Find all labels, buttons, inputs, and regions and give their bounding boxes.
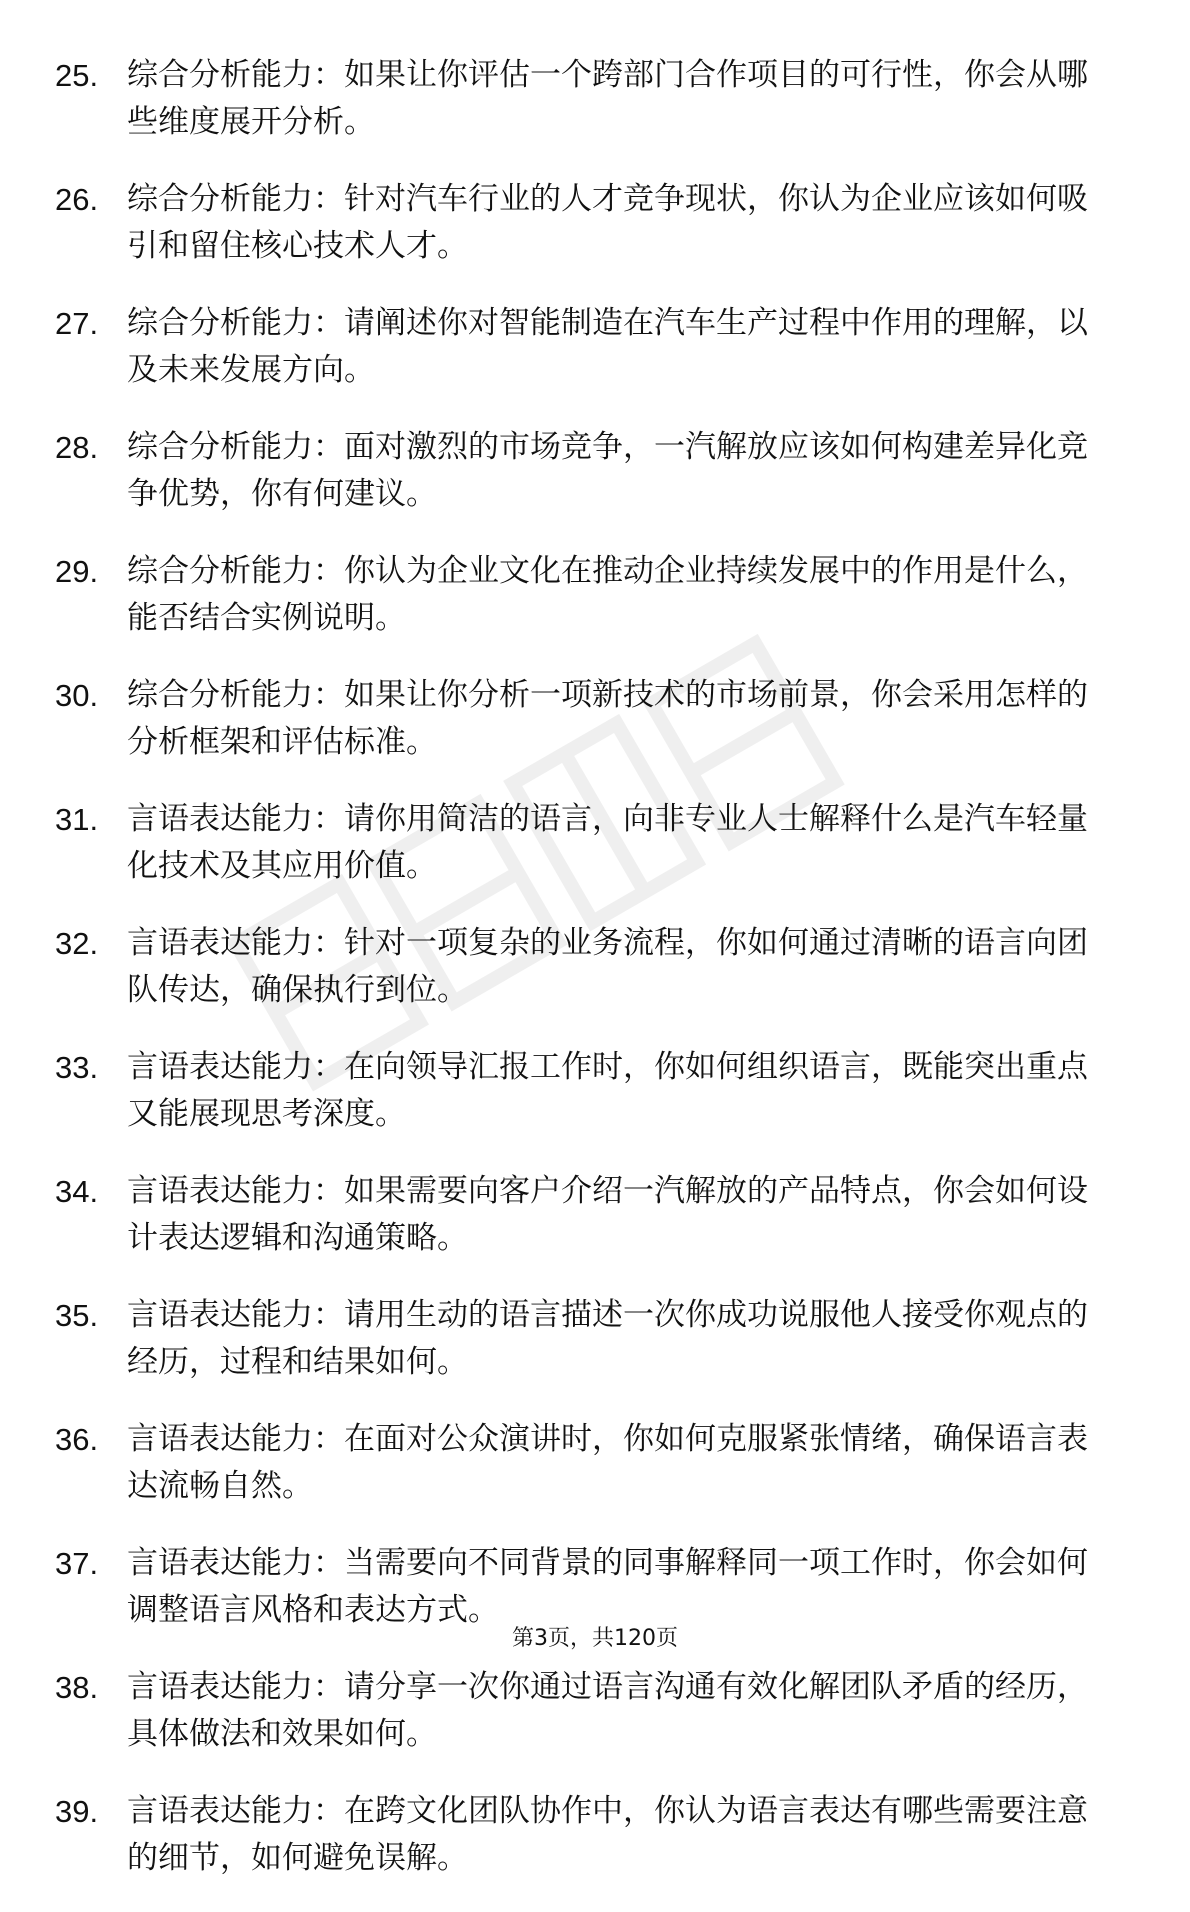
question-item xyxy=(55,1788,1115,1882)
question-number: 35. xyxy=(55,1298,99,1333)
question-text: 言语表达能力：当需要向不同背景的同事解释同一项工作时，你会如何调整语言风格和表达方式。 xyxy=(127,1545,1088,1628)
question-number: 37. xyxy=(55,1546,99,1581)
question-text: 言语表达能力：请你用简洁的语言，向非专业人士解释什么是汽车轻量化技术及其应用价值。 xyxy=(127,801,1088,884)
question-number: 27. xyxy=(55,306,99,341)
question-number: 34. xyxy=(55,1174,99,1209)
question-number: 32. xyxy=(55,926,99,961)
question-item xyxy=(55,1664,1115,1758)
question-number: 28. xyxy=(55,430,99,465)
question-number: 33. xyxy=(55,1050,99,1085)
question-item xyxy=(55,176,1115,270)
question-text: 言语表达能力：针对一项复杂的业务流程，你如何通过清晰的语言向团队传达，确保执行到位。 xyxy=(127,925,1088,1008)
question-item xyxy=(55,1540,1115,1634)
question-text: 言语表达能力：在向领导汇报工作时，你如何组织语言，既能突出重点又能展现思考深度。 xyxy=(127,1049,1088,1132)
question-item xyxy=(55,1168,1115,1262)
question-number: 30. xyxy=(55,678,99,713)
question-text: 综合分析能力：针对汽车行业的人才竞争现状，你认为企业应该如何吸引和留住核心技术人才。 xyxy=(127,181,1088,264)
question-text: 综合分析能力：面对激烈的市场竞争，一汽解放应该如何构建差异化竞争优势，你有何建议。 xyxy=(127,429,1088,512)
question-text: 综合分析能力：如果让你评估一个跨部门合作项目的可行性，你会从哪些维度展开分析。 xyxy=(127,57,1088,140)
question-number: 25. xyxy=(55,58,99,93)
question-item xyxy=(55,920,1115,1014)
question-text: 言语表达能力：请用生动的语言描述一次你成功说服他人接受你观点的经历，过程和结果如何。 xyxy=(127,1297,1088,1380)
question-item xyxy=(55,1292,1115,1386)
question-text: 综合分析能力：如果让你分析一项新技术的市场前景，你会采用怎样的分析框架和评估标准。 xyxy=(127,677,1088,760)
page-footer xyxy=(0,1624,1190,1654)
question-number: 26. xyxy=(55,182,99,217)
question-number: 39. xyxy=(55,1794,99,1829)
question-text: 言语表达能力：在跨文化团队协作中，你认为语言表达有哪些需要注意的细节，如何避免误解。 xyxy=(127,1793,1088,1876)
question-item xyxy=(55,300,1115,394)
question-number: 31. xyxy=(55,802,99,837)
question-number: 29. xyxy=(55,554,99,589)
page-indicator: 第3页，共120页 xyxy=(512,1626,678,1651)
question-item xyxy=(55,424,1115,518)
question-text: 综合分析能力：请阐述你对智能制造在汽车生产过程中作用的理解，以及未来发展方向。 xyxy=(127,305,1088,388)
question-text: 言语表达能力：请分享一次你通过语言沟通有效化解团队矛盾的经历，具体做法和效果如何。 xyxy=(127,1669,1088,1752)
question-item xyxy=(55,548,1115,642)
question-item xyxy=(55,1416,1115,1510)
question-item xyxy=(55,52,1115,146)
question-item xyxy=(55,1044,1115,1138)
question-number: 36. xyxy=(55,1422,99,1457)
question-number: 38. xyxy=(55,1670,99,1705)
question-text: 综合分析能力：你认为企业文化在推动企业持续发展中的作用是什么，能否结合实例说明。 xyxy=(127,553,1088,636)
question-item xyxy=(55,672,1115,766)
question-text: 言语表达能力：在面对公众演讲时，你如何克服紧张情绪，确保语言表达流畅自然。 xyxy=(127,1421,1088,1504)
question-item xyxy=(55,796,1115,890)
question-text: 言语表达能力：如果需要向客户介绍一汽解放的产品特点，你会如何设计表达逻辑和沟通策略。 xyxy=(127,1173,1088,1256)
